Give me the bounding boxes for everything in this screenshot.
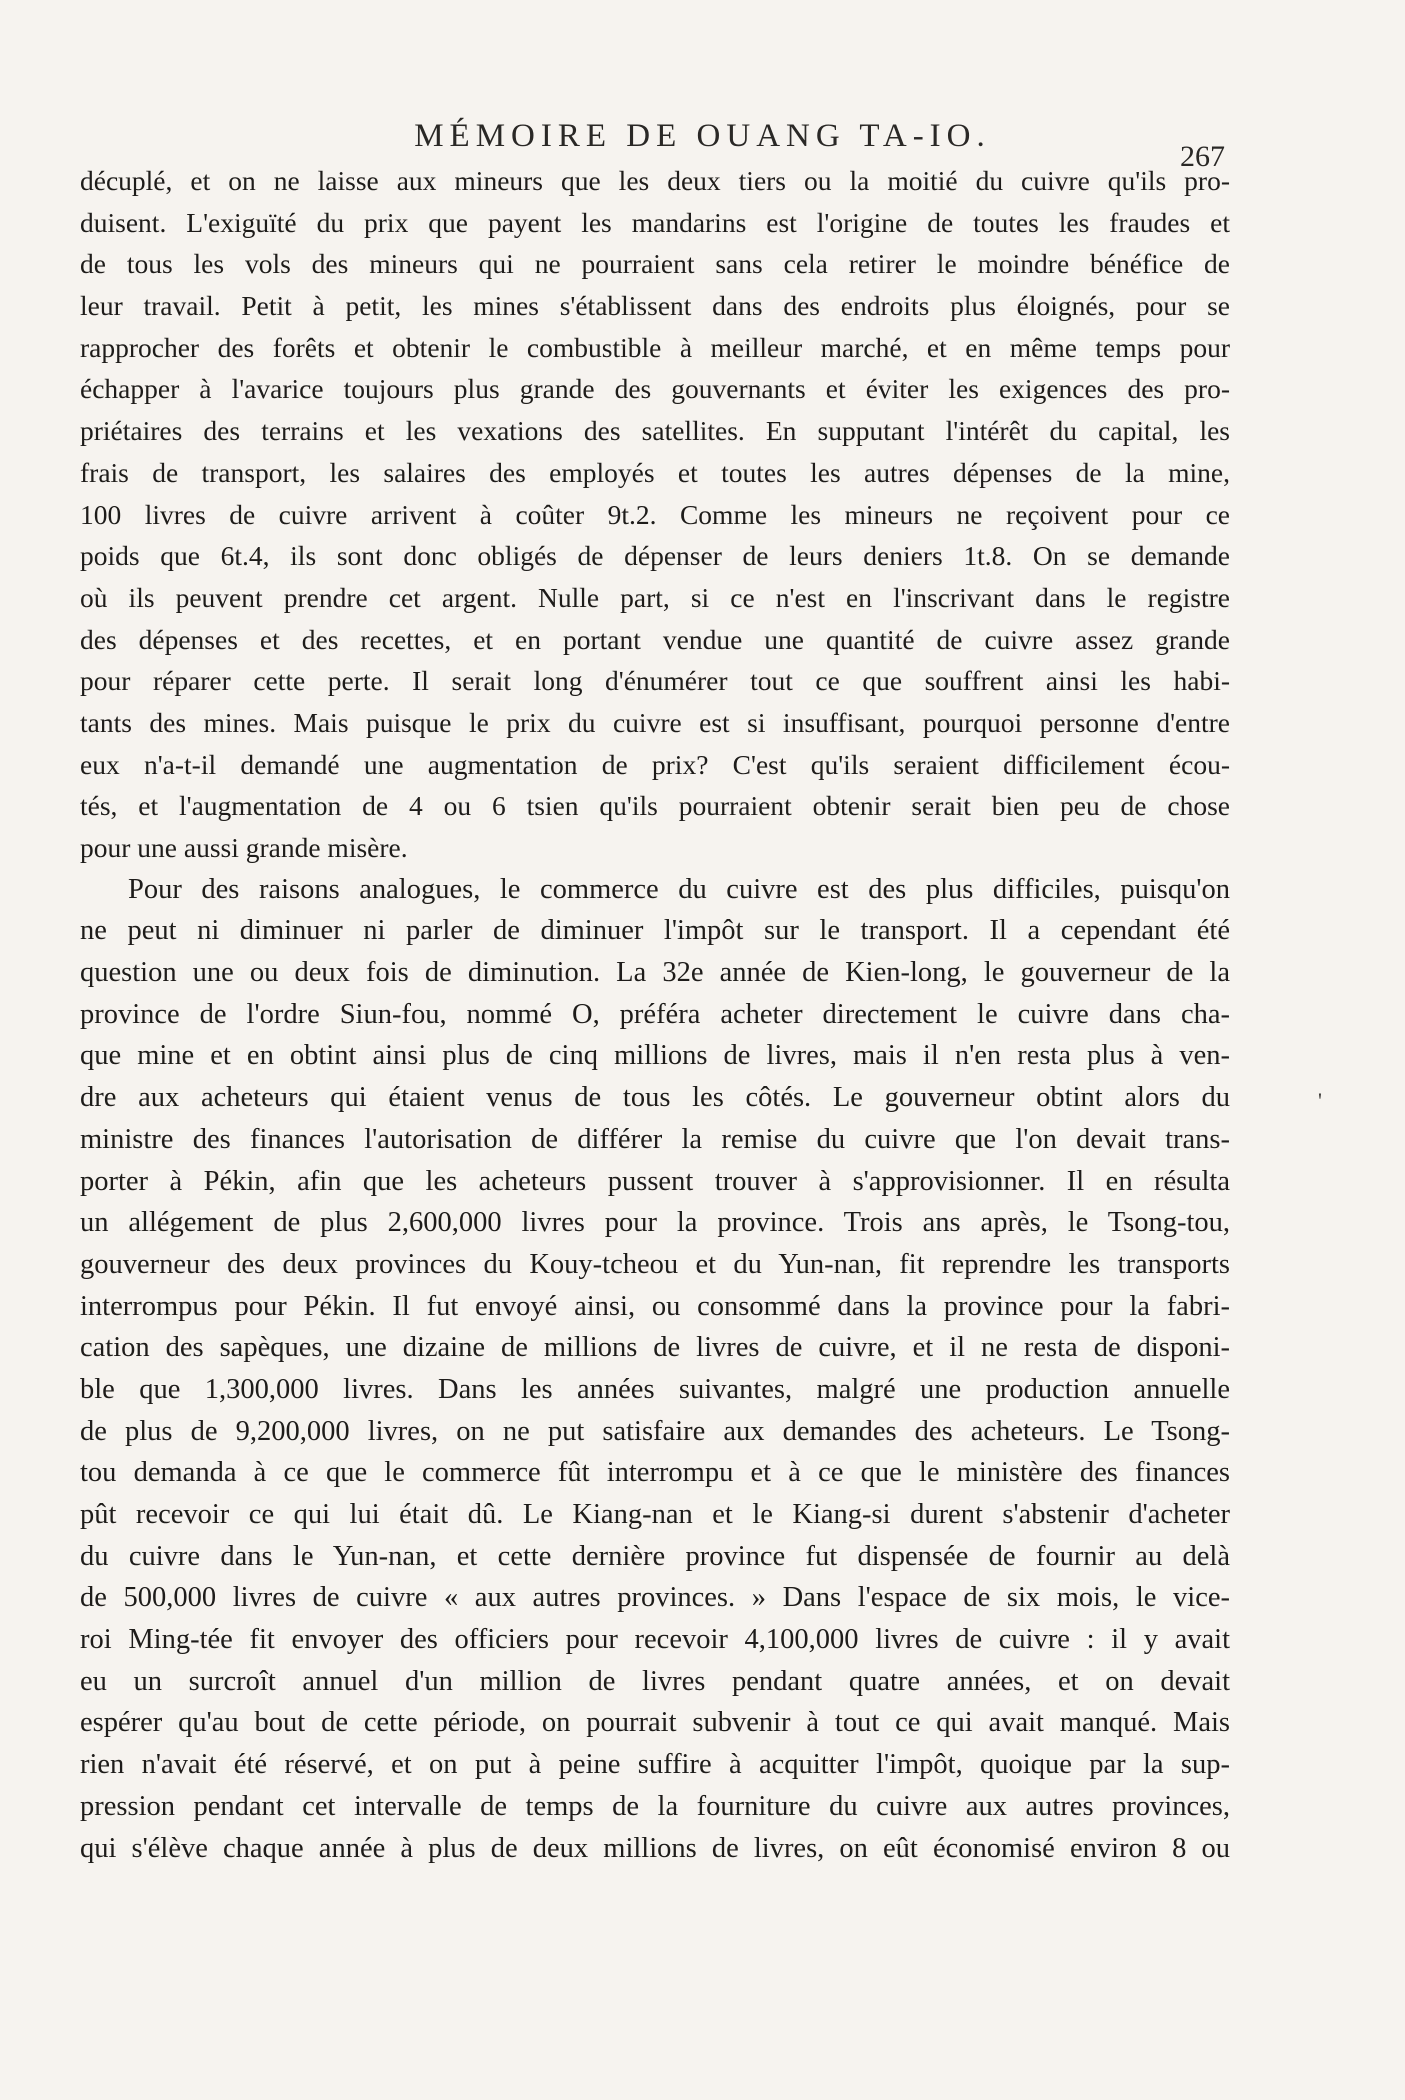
text-line: tés, et l'augmentation de 4 ou 6 tsien qu'ils pourraient obtenir serait bien peu de chose <box>80 790 1230 822</box>
text-line: eu un surcroît annuel d'un million de livres pendant quatre années, et on devait <box>80 1665 1230 1697</box>
margin-mark: ' <box>1318 1088 1322 1113</box>
text-line: rien n'avait été réservé, et on put à peine suffire à acquitter l'impôt, quoique par la sup- <box>80 1749 1230 1781</box>
text-line: priétaires des terrains et les vexations des satellites. En supputant l'intérêt du capital, les <box>80 415 1230 447</box>
text-line: tants des mines. Mais puisque le prix du cuivre est si insuffisant, pourquoi personne d'entre <box>80 706 1230 738</box>
text-line: ble que 1,300,000 livres. Dans les années suivantes, malgré une production annuelle <box>80 1373 1230 1405</box>
text-line: qui s'élève chaque année à plus de deux millions de livres, on eût économisé environ 8 ou <box>80 1832 1230 1864</box>
text-line: Pour des raisons analogues, le commerce du cuivre est des plus difficiles, puisqu'on <box>128 873 1230 905</box>
text-line: interrompus pour Pékin. Il fut envoyé ainsi, ou consommé dans la province pour la fabri- <box>80 1290 1230 1322</box>
paragraph-2 <box>80 869 1230 1870</box>
text-line: 100 livres de cuivre arrivent à coûter 9t.2. Comme les mineurs ne reçoivent pour ce <box>80 498 1230 530</box>
text-line: pour réparer cette perte. Il serait long d'énumérer tout ce que souffrent ainsi les habi- <box>80 665 1230 697</box>
text-line: que mine et en obtint ainsi plus de cinq millions de livres, mais il n'en resta plus à ven- <box>80 1040 1230 1072</box>
running-title: MÉMOIRE DE OUANG TA-IO. <box>414 118 991 154</box>
text-line: poids que 6t.4, ils sont donc obligés de dépenser de leurs deniers 1t.8. On se demande <box>80 540 1230 572</box>
body-text <box>80 160 1230 1869</box>
text-line: gouverneur des deux provinces du Kouy-tcheou et du Yun-nan, fit reprendre les transports <box>80 1248 1230 1280</box>
text-line: de tous les vols des mineurs qui ne pourraient sans cela retirer le moindre bénéfice de <box>80 248 1230 280</box>
text-line: décuplé, et on ne laisse aux mineurs que les deux tiers ou la moitié du cuivre qu'ils pro- <box>80 165 1230 196</box>
text-line: ne peut ni diminuer ni parler de diminuer l'impôt sur le transport. Il a cependant été <box>80 915 1230 947</box>
text-line: où ils peuvent prendre cet argent. Nulle part, si ce n'est en l'inscrivant dans le registre <box>80 581 1230 613</box>
paragraph-1 <box>80 160 1230 869</box>
text-line: tou demanda à ce que le commerce fût interrompu et à ce que le ministère des finances <box>80 1457 1230 1489</box>
text-line: province de l'ordre Siun-fou, nommé O, préféra acheter directement le cuivre dans cha- <box>80 998 1230 1030</box>
text-line: ministre des finances l'autorisation de différer la remise du cuivre que l'on devait trans- <box>80 1123 1230 1155</box>
text-line: pour une aussi grande misère. <box>80 832 408 863</box>
text-line: frais de transport, les salaires des employés et toutes les autres dépenses de la mine, <box>80 456 1230 488</box>
text-line: du cuivre dans le Yun-nan, et cette dernière province fut dispensée de fournir au delà <box>80 1540 1230 1572</box>
text-line: porter à Pékin, afin que les acheteurs pussent trouver à s'approvisionner. Il en résulta <box>80 1165 1230 1197</box>
text-line: eux n'a-t-il demandé une augmentation de prix? C'est qu'ils seraient difficilement écou- <box>80 748 1230 780</box>
text-line: pût recevoir ce qui lui était dû. Le Kiang-nan et le Kiang-si durent s'abstenir d'acheter <box>80 1499 1230 1530</box>
text-line: échapper à l'avarice toujours plus grande des gouvernants et éviter les exigences des pro- <box>80 373 1230 405</box>
text-line: des dépenses et des recettes, et en portant vendue une quantité de cuivre assez grande <box>80 623 1230 655</box>
text-line: duisent. L'exiguïté du prix que payent les mandarins est l'origine de toutes les fraudes et <box>80 206 1230 238</box>
text-line: leur travail. Petit à petit, les mines s'établissent dans des endroits plus éloignés, pour se <box>80 290 1230 322</box>
text-line: de plus de 9,200,000 livres, on ne put satisfaire aux demandes des acheteurs. Le Tsong- <box>80 1415 1230 1447</box>
text-line: cation des sapèques, une dizaine de millions de livres de cuivre, et il ne resta de disponi- <box>80 1332 1230 1364</box>
text-line: question une ou deux fois de diminution. La 32e année de Kien-long, le gouverneur de la <box>80 957 1230 989</box>
text-line: de 500,000 livres de cuivre « aux autres provinces. » Dans l'espace de six mois, le vice- <box>80 1582 1230 1614</box>
text-line: rapprocher des forêts et obtenir le combustible à meilleur marché, et en même temps pour <box>80 331 1230 363</box>
text-line: roi Ming-tée fit envoyer des officiers pour recevoir 4,100,000 livres de cuivre : il y avait <box>80 1624 1230 1656</box>
text-line: dre aux acheteurs qui étaient venus de tous les côtés. Le gouverneur obtint alors du <box>80 1082 1230 1114</box>
page-number: 267 <box>1180 140 1225 173</box>
text-line: espérer qu'au bout de cette période, on pourrait subvenir à tout ce qui avait manqué. Mais <box>80 1707 1230 1739</box>
text-line: pression pendant cet intervalle de temps de la fourniture du cuivre aux autres provinces, <box>80 1790 1230 1822</box>
text-line: un allégement de plus 2,600,000 livres pour la province. Trois ans après, le Tsong-tou, <box>80 1207 1230 1239</box>
